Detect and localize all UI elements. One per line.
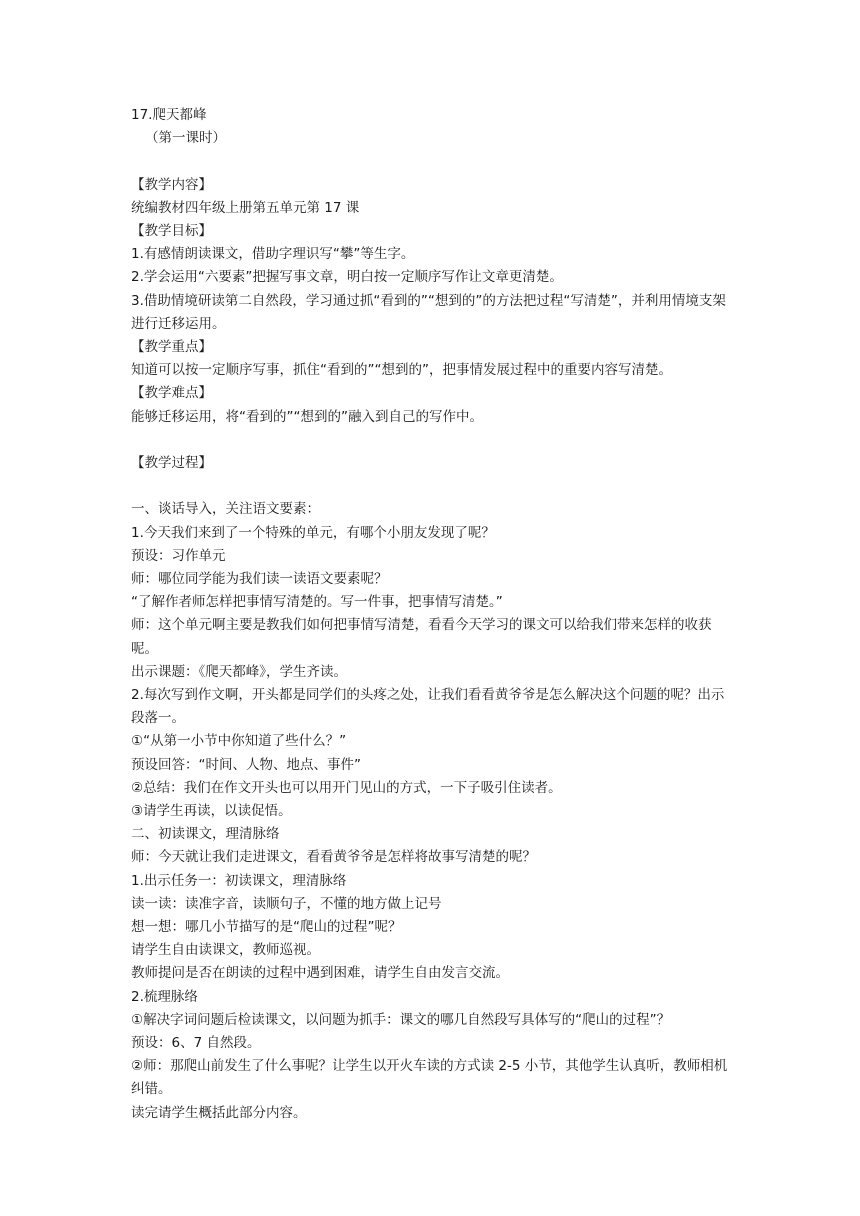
process-line: 二、初读课文，理清脉络	[131, 826, 280, 843]
process-line: ②总结：我们在作文开头也可以用开门见山的方式，一下子吸引住读者。	[131, 779, 562, 796]
process-line: 预设：6、7 自然段。	[131, 1035, 261, 1052]
lesson-title: 17.爬天都峰	[131, 107, 207, 123]
key-text: 知道可以按一定顺序写事，抓住“看到的”“想到的”，把事情发展过程中的重要内容写清楚。	[131, 362, 672, 379]
document-body	[131, 104, 736, 1125]
process-line: 一、谈话导入，关注语文要素：	[131, 501, 320, 518]
section-heading-content: 【教学内容】	[131, 176, 212, 193]
process-line: 2.每次写到作文啊，开头都是同学们的头疼之处，让我们看看黄爷爷是怎么解决这个问题的呢？出示段落一。	[131, 687, 725, 727]
process-line: 想一想：哪几小节描写的是“爬山的过程”呢？	[131, 919, 402, 936]
spacer	[131, 429, 736, 452]
goal-item: 1.有感情朗读课文，借助字理识写“攀”等生字。	[131, 246, 415, 263]
process-line: 师：这个单元啊主要是教我们如何把事情写清楚，看看今天学习的课文可以给我们带来怎样的收获呢。	[131, 617, 712, 657]
process-line: 师：今天就让我们走进课文，看看黄爷爷是怎样将故事写清楚的呢？	[131, 849, 536, 866]
section-heading-key: 【教学重点】	[131, 339, 212, 356]
process-line: 教师提问是否在朗读的过程中遇到困难，请学生自由发言交流。	[131, 965, 509, 982]
process-line: ②师：那爬山前发生了什么事呢？让学生以开火车读的方式读 2-5 小节，其他学生认真听，教师相机纠错。	[131, 1058, 728, 1098]
process-line: 读完请学生概括此部分内容。	[131, 1104, 307, 1121]
content-text: 统编教材四年级上册第五单元第 17 课	[131, 199, 360, 216]
process-line: 读一读：读准字音，读顺句子，不懂的地方做上记号	[131, 895, 442, 912]
lesson-subtitle: （第一课时）	[145, 130, 226, 147]
process-line: 预设：习作单元	[131, 547, 226, 564]
process-line: 预设回答：“时间、人物、地点、事件”	[131, 756, 361, 773]
process-line: 1.出示任务一：初读课文，理清脉络	[131, 872, 347, 889]
process-line: ③请学生再读，以读促悟。	[131, 803, 292, 820]
process-line: 1.今天我们来到了一个特殊的单元，有哪个小朋友发现了呢？	[131, 524, 495, 541]
process-line: 师：哪位同学能为我们读一读语文要素呢？	[131, 571, 388, 588]
process-line: “了解作者师怎样把事情写清楚的。写一件事，把事情写清楚。”	[131, 594, 503, 611]
process-line: 请学生自由读课文，教师巡视。	[131, 942, 320, 959]
section-heading-difficulty: 【教学难点】	[131, 385, 212, 402]
section-heading-process: 【教学过程】	[131, 455, 212, 472]
process-line: 2.梳理脉络	[131, 988, 198, 1005]
difficulty-text: 能够迁移运用，将“看到的”“想到的”融入到自己的写作中。	[131, 408, 483, 425]
goal-item: 3.借助情境研读第二自然段，学习通过抓“看到的”“想到的”的方法把过程“写清楚”，并利用情境支架进行迁移运用。	[131, 292, 726, 332]
process-line: ①“从第一小节中你知道了些什么？”	[131, 733, 347, 750]
process-line: ①解决字词问题后检读课文，以问题为抓手：课文的哪几自然段写具体写的“爬山的过程”？	[131, 1011, 671, 1028]
process-line: 出示课题：《爬天都峰》，学生齐读。	[131, 663, 347, 680]
goal-item: 2.学会运用“六要素”把握写事文章，明白按一定顺序写作让文章更清楚。	[131, 269, 563, 286]
spacer	[131, 475, 736, 498]
section-heading-goals: 【教学目标】	[131, 223, 212, 239]
spacer	[131, 150, 736, 173]
